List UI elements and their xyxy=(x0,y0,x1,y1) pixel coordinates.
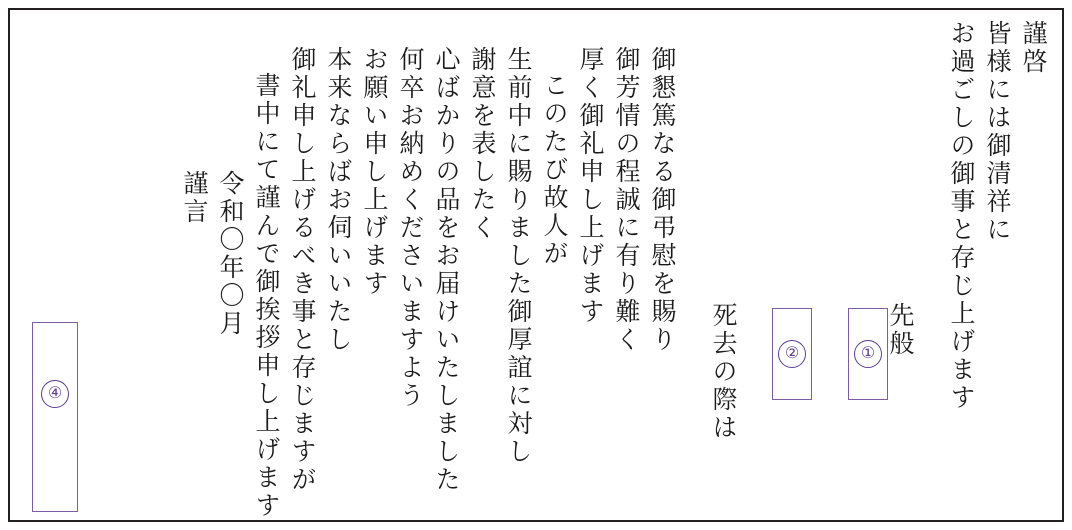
column-line-5: 御懇篤なる御弔慰を賜り xyxy=(648,46,677,354)
column-line-4-prefix: 先般 xyxy=(886,302,915,358)
column-line-11: 心ばかりの品をお届けいたしました xyxy=(432,46,461,494)
column-closing: 謹言 xyxy=(180,170,209,226)
letter-frame xyxy=(8,8,1064,522)
column-line-6: 御芳情の程誠に有り難く xyxy=(612,46,641,354)
placeholder-box-2[interactable] xyxy=(772,308,812,400)
column-line-14: 本来ならばお伺いいたし xyxy=(324,46,353,354)
vertical-text-columns xyxy=(10,10,1062,520)
column-line-4-suffix: 死去の際は xyxy=(709,302,738,442)
placeholder-number-1: ① xyxy=(854,340,882,368)
column-line-10: 謝意を表したく xyxy=(468,46,497,242)
column-line-13: お願い申し上げます xyxy=(360,46,389,298)
column-line-7: 厚く御礼申し上げます xyxy=(576,46,605,326)
column-greeting: 謹啓 xyxy=(1019,20,1048,76)
column-date: 令和〇年〇月 xyxy=(216,170,245,338)
column-line-9: 生前中に賜りました御厚誼に対し xyxy=(504,46,533,466)
placeholder-box-4[interactable] xyxy=(32,322,78,512)
column-line-15: 御礼申し上げるべき事と存じますが xyxy=(288,46,317,494)
column-line-2: 皆様には御清祥に xyxy=(983,20,1012,244)
placeholder-box-1[interactable] xyxy=(848,308,888,400)
column-line-16: 書中にて謹んで御挨拶申し上げます xyxy=(252,72,281,520)
column-line-12: 何卒お納めくださいますよう xyxy=(396,46,425,410)
column-line-4 xyxy=(686,20,938,530)
column-line-3: お過ごしの御事と存じ上げます xyxy=(947,20,976,412)
column-line-8: このたび故人が xyxy=(540,72,569,268)
placeholder-number-4: ④ xyxy=(41,380,69,408)
placeholder-number-2: ② xyxy=(778,340,806,368)
